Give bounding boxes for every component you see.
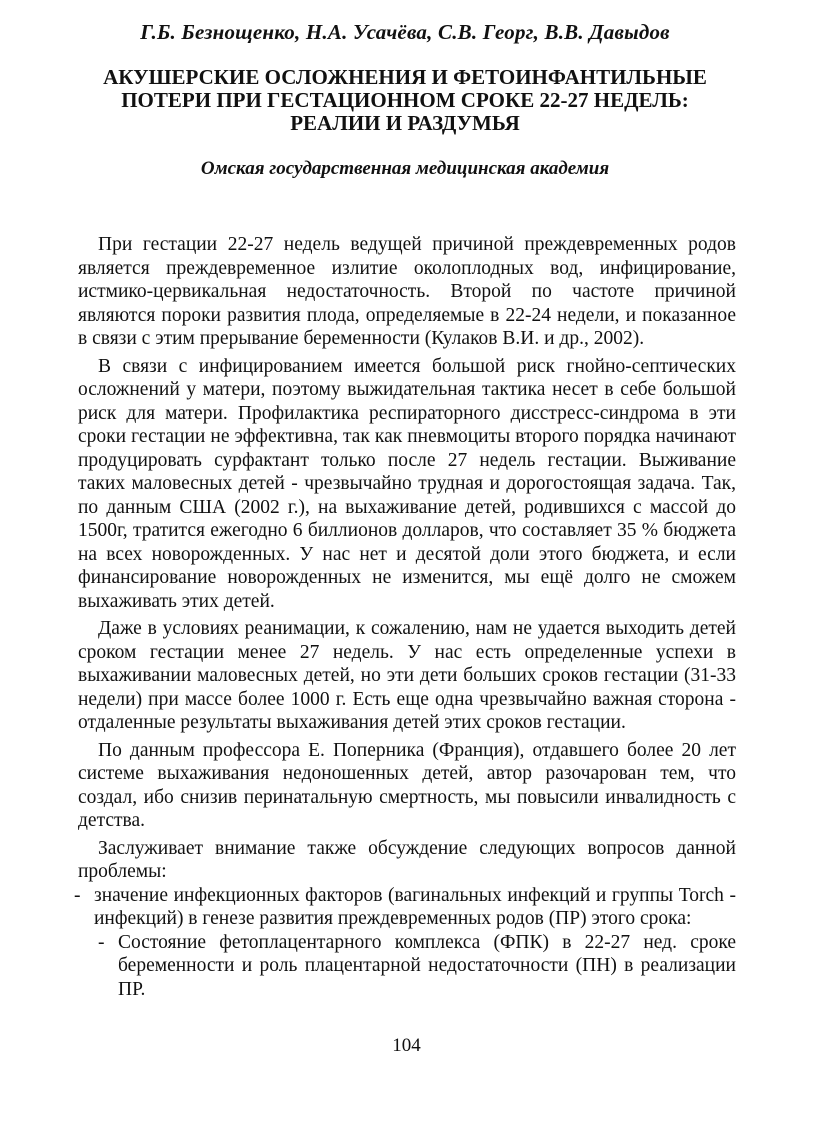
paragraph: В связи с инфицированием имеется большой риск гнойно-септических осложнений у матери, поэтому выжидательная тактика несет в себе большой риск для матери. Профилактика респираторного дисстресс-синдрома в эти сроки гестации не эффективна, так как пневмоциты второго порядка начинают продуцировать сурфактант только после 27 недель гестации. Выживание таких маловесных детей - чрезвычайно трудная и дорогостоящая задача. Так, по данным США (2002 г.), на выхаживание детей, родившихся с массой до 1500г, тратится ежегодно 6 биллионов долларов, что составляет 35 % бюджета на всех новорожденных. У нас нет и десятой доли этого бюджета, и если финансирование новорожденных не изменится, мы ещё долго не сможем выхаживать этих детей. xyxy=(78,355,736,612)
title-line: РЕАЛИИ И РАЗДУМЬЯ xyxy=(290,111,520,135)
list-dash: - xyxy=(74,884,81,906)
authors-line: Г.Б. Безнощенко, Н.А. Усачёва, С.В. Георг, В.В. Давыдов xyxy=(140,20,670,44)
article-body xyxy=(74,233,736,1001)
title-line: АКУШЕРСКИЕ ОСЛОЖНЕНИЯ И ФЕТОИНФАНТИЛЬНЫЕ xyxy=(103,65,707,89)
title-line: ПОТЕРИ ПРИ ГЕСТАЦИОННОМ СРОКЕ 22-27 НЕДЕЛЬ: xyxy=(121,88,689,112)
article-title xyxy=(60,66,750,135)
paragraph: По данным профессора Е. Поперника (Франция), отдавшего более 20 лет системе выхаживания недоношенных детей, автор разочарован тем, что создал, ибо снизив перинатальную смертность, мы повысили инвалидность с детства. xyxy=(78,739,736,831)
list-item xyxy=(74,884,736,931)
issue-sublist xyxy=(78,931,736,1002)
paragraph: Заслуживает внимание также обсуждение следующих вопросов данной проблемы: xyxy=(78,837,736,882)
sublist-dash: - xyxy=(98,931,105,953)
issue-list xyxy=(74,884,736,931)
paragraph: При гестации 22-27 недель ведущей причиной преждевременных родов является преждевременное излитие околоплодных вод, инфицирование, истмико-цервикальная недостаточность. Второй по частоте причиной являются пороки развития плода, определяемые в 22-24 недели, и показанное в связи с этим прерывание беременности (Кулаков В.И. и др., 2002). xyxy=(78,234,736,349)
sublist-item-text: Состояние фетоплацентарного комплекса (ФПК) в 22-27 нед. сроке беременности и роль плацентарной недостаточности (ПН) в реализации ПР. xyxy=(118,931,736,1000)
list-item-text: значение инфекционных факторов (вагинальных инфекций и группы Torch - инфекций) в генезе развития преждевременных родов (ПР) этого срока: xyxy=(94,884,736,929)
page-number: 104 xyxy=(392,1035,421,1056)
affiliation: Омская государственная медицинская академия xyxy=(200,158,610,179)
sublist-item xyxy=(78,931,736,1002)
paragraph: Даже в условиях реанимации, к сожалению, нам не удается выходить детей сроком гестации менее 27 недель. У нас есть определенные успехи в выхаживании маловесных детей, но эти дети больших сроков гестации (31-33 недели) при массе более 1000 г. Есть еще одна чрезвычайно важная сторона - отдаленные результаты выхаживания детей этих сроков гестации. xyxy=(78,618,736,733)
